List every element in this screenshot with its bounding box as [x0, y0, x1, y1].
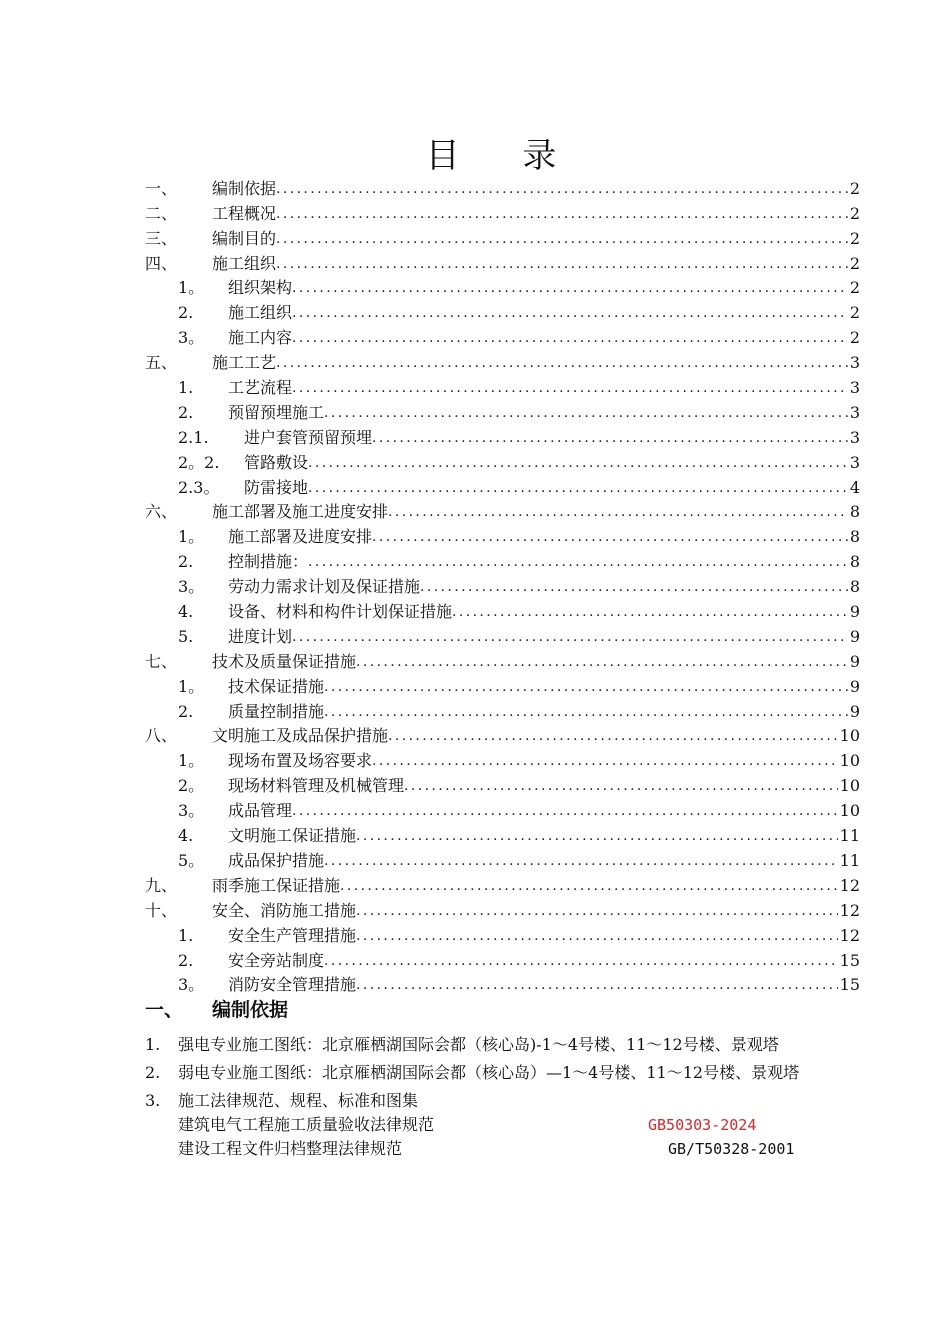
toc-entry-title: 消防安全管理措施 — [228, 975, 357, 995]
toc-entry-title: 安全旁站制度 — [228, 950, 325, 970]
standard-code: GB/T50328-2001 — [668, 1140, 795, 1158]
toc-page-number: 10 — [839, 726, 860, 746]
toc-leader-dots — [324, 701, 848, 723]
toc-leader-dots — [292, 302, 848, 324]
toc-page-number: 2 — [849, 228, 860, 248]
toc-entry-number: 4. — [178, 826, 194, 846]
toc-entry-title: 编制依据 — [212, 178, 277, 198]
toc-entry[interactable] — [145, 175, 860, 200]
toc-entry-number: 2. — [178, 552, 194, 572]
toc-entry[interactable] — [145, 598, 860, 623]
toc-page-number: 9 — [849, 676, 860, 696]
toc-page-number: 15 — [839, 950, 860, 970]
toc-leader-dots — [340, 875, 838, 897]
basis-list — [145, 1034, 865, 1160]
toc-page-number: 2 — [849, 328, 860, 348]
toc-entry-number: 2.3。 — [178, 477, 220, 497]
toc-entry[interactable] — [145, 698, 860, 723]
toc-entry-title: 现场布置及场容要求 — [228, 751, 373, 771]
standard-name: 建筑电气工程施工质量验收法律规范 — [178, 1115, 435, 1134]
toc-page-number: 2 — [849, 203, 860, 223]
toc-entry-title: 雨季施工保证措施 — [212, 875, 341, 895]
toc-entry-title: 文明施工及成品保护措施 — [212, 726, 389, 746]
toc-entry-title: 劳动力需求计划及保证措施 — [228, 577, 421, 597]
basis-item — [145, 1062, 865, 1084]
toc-leader-dots — [308, 477, 848, 499]
toc-leader-dots — [404, 775, 838, 797]
toc-entry[interactable] — [145, 275, 860, 300]
toc-page-number: 15 — [839, 975, 860, 995]
toc-entry[interactable] — [145, 200, 860, 225]
toc-entry[interactable] — [145, 324, 860, 349]
toc-entry-title: 成品保护措施 — [228, 850, 325, 870]
toc-page-number: 2 — [849, 178, 860, 198]
toc-page-number: 10 — [839, 751, 860, 771]
toc-entry-title: 技术及质量保证措施 — [212, 651, 357, 671]
toc-leader-dots — [452, 601, 848, 623]
toc-entry[interactable] — [145, 523, 860, 548]
toc-entry-title: 预留预埋施工 — [228, 402, 325, 422]
toc-page-number: 11 — [839, 826, 860, 846]
toc-entry-number: 3。 — [178, 975, 205, 995]
toc-entry-number: 5. — [178, 626, 194, 646]
toc-entry-number: 2。 — [178, 776, 205, 796]
toc-page-number: 12 — [839, 925, 860, 945]
toc-entry-number: 2. — [178, 303, 194, 323]
toc-leader-dots — [356, 925, 838, 947]
toc-entry-number: 3。 — [178, 577, 205, 597]
toc-entry-number: 2. — [178, 701, 194, 721]
toc-leader-dots — [356, 974, 838, 996]
toc-page-number: 9 — [849, 651, 860, 671]
toc-entry-number: 九、 — [145, 875, 178, 895]
toc-entry-number: 二、 — [145, 203, 178, 223]
toc-entry-number: 四、 — [145, 253, 178, 273]
toc-entry[interactable] — [145, 648, 860, 673]
toc-page-number: 8 — [849, 527, 860, 547]
toc-entry-number: 八、 — [145, 726, 178, 746]
section-heading — [145, 995, 288, 1022]
toc-entry[interactable] — [145, 449, 860, 474]
toc-entry-title: 施工内容 — [228, 328, 293, 348]
toc-entry-title: 施工部署及施工进度安排 — [212, 502, 389, 522]
toc-entry[interactable] — [145, 349, 860, 374]
standard-row — [178, 1136, 865, 1160]
toc-entry-title: 进户套管预留预埋 — [244, 427, 373, 447]
toc-leader-dots — [420, 576, 848, 598]
toc-entry-title: 编制目的 — [212, 228, 277, 248]
toc-leader-dots — [324, 950, 838, 972]
toc-leader-dots — [292, 800, 838, 822]
toc-entry-title: 安全、消防施工措施 — [212, 900, 357, 920]
toc-page-number: 3 — [849, 353, 860, 373]
toc-leader-dots — [356, 825, 838, 847]
toc-leader-dots — [276, 228, 848, 250]
toc-entry-title: 安全生产管理措施 — [228, 925, 357, 945]
toc-page-number: 8 — [849, 502, 860, 522]
toc-leader-dots — [356, 651, 848, 673]
toc-page-number: 8 — [849, 552, 860, 572]
toc-entry-number: 三、 — [145, 228, 178, 248]
toc-leader-dots — [372, 427, 848, 449]
toc-page-number: 9 — [849, 602, 860, 622]
toc-entry-number: 七、 — [145, 651, 178, 671]
basis-item-text: 强电专业施工图纸：北京雁栖湖国际会都（核心岛)-1～4号楼、11～12号楼、景观塔 — [178, 1035, 779, 1054]
standard-name: 建设工程文件归档整理法律规范 — [178, 1139, 403, 1158]
toc-entry[interactable] — [145, 847, 860, 872]
toc-title: 目 录 — [425, 136, 583, 176]
toc-leader-dots — [388, 725, 838, 747]
toc-entry[interactable] — [145, 772, 860, 797]
toc-entry-title: 控制措施： — [228, 552, 309, 572]
section-number: 一、 — [145, 999, 184, 1021]
toc-entry-title: 进度计划 — [228, 626, 293, 646]
toc-entry-number: 一、 — [145, 178, 178, 198]
toc-entry[interactable] — [145, 374, 860, 399]
toc-page-number: 2 — [849, 253, 860, 273]
toc-leader-dots — [308, 452, 848, 474]
toc-entry-title: 设备、材料和构件计划保证措施 — [228, 602, 453, 622]
toc-entry-title: 质量控制措施 — [228, 701, 325, 721]
table-of-contents — [145, 175, 860, 996]
toc-entry[interactable] — [145, 723, 860, 748]
toc-entry-number: 5。 — [178, 850, 205, 870]
toc-entry[interactable] — [145, 299, 860, 324]
toc-entry[interactable] — [145, 747, 860, 772]
toc-entry[interactable] — [145, 250, 860, 275]
toc-entry-title: 工艺流程 — [228, 378, 293, 398]
toc-page-number: 3 — [849, 378, 860, 398]
basis-item — [145, 1034, 865, 1056]
toc-entry-number: 六、 — [145, 502, 178, 522]
toc-entry-number: 1. — [178, 378, 194, 398]
toc-leader-dots — [276, 178, 848, 200]
toc-page-number: 12 — [839, 875, 860, 895]
toc-leader-dots — [372, 750, 838, 772]
toc-page-number: 11 — [839, 850, 860, 870]
toc-leader-dots — [276, 352, 848, 374]
toc-page-number: 3 — [849, 402, 860, 422]
toc-leader-dots — [292, 277, 848, 299]
toc-entry[interactable] — [145, 499, 860, 524]
toc-entry[interactable] — [145, 822, 860, 847]
toc-entry[interactable] — [145, 972, 860, 997]
basis-item-number: 2. — [145, 1063, 161, 1082]
toc-leader-dots — [276, 253, 848, 275]
basis-item-number: 3. — [145, 1091, 161, 1110]
toc-entry-title: 组织架构 — [228, 278, 293, 298]
toc-page-number: 9 — [849, 626, 860, 646]
toc-entry[interactable] — [145, 897, 860, 922]
toc-page-number: 12 — [839, 900, 860, 920]
toc-entry-number: 4. — [178, 602, 194, 622]
toc-entry-number: 十、 — [145, 900, 178, 920]
toc-entry[interactable] — [145, 399, 860, 424]
toc-entry-number: 2. — [178, 950, 194, 970]
toc-leader-dots — [292, 626, 848, 648]
toc-entry[interactable] — [145, 947, 860, 972]
toc-entry[interactable] — [145, 424, 860, 449]
toc-entry[interactable] — [145, 623, 860, 648]
basis-item-text: 施工法律规范、规程、标准和图集 — [178, 1091, 419, 1110]
toc-entry-title: 施工部署及进度安排 — [228, 527, 373, 547]
toc-leader-dots — [356, 900, 838, 922]
toc-entry-number: 1。 — [178, 278, 205, 298]
toc-entry-number: 1。 — [178, 527, 205, 547]
toc-entry-title: 施工组织 — [228, 303, 293, 323]
standard-row — [178, 1112, 865, 1136]
toc-entry-number: 2. — [178, 402, 194, 422]
toc-entry-title: 成品管理 — [228, 801, 293, 821]
toc-entry[interactable] — [145, 673, 860, 698]
toc-leader-dots — [324, 402, 848, 424]
basis-item-text: 弱电专业施工图纸：北京雁栖湖国际会都（核心岛）—1～4号楼、11～12号楼、景观塔 — [178, 1063, 800, 1082]
toc-entry-title: 文明施工保证措施 — [228, 826, 357, 846]
toc-page-number: 8 — [849, 577, 860, 597]
toc-entry[interactable] — [145, 474, 860, 499]
toc-leader-dots — [308, 551, 848, 573]
toc-leader-dots — [276, 203, 848, 225]
toc-entry[interactable] — [145, 797, 860, 822]
section-title: 编制依据 — [212, 999, 289, 1021]
toc-leader-dots — [292, 327, 848, 349]
toc-page-number: 2 — [849, 303, 860, 323]
toc-entry[interactable] — [145, 548, 860, 573]
toc-page-number: 4 — [849, 477, 860, 497]
toc-leader-dots — [324, 850, 838, 872]
toc-entry-number: 1. — [178, 925, 194, 945]
toc-page-number: 3 — [849, 427, 860, 447]
toc-page-number: 2 — [849, 278, 860, 298]
toc-entry[interactable] — [145, 922, 860, 947]
standard-code: GB50303-2024 — [648, 1116, 757, 1134]
toc-leader-dots — [372, 526, 848, 548]
toc-entry-title: 施工工艺 — [212, 353, 277, 373]
toc-entry[interactable] — [145, 225, 860, 250]
toc-entry-title: 技术保证措施 — [228, 676, 325, 696]
toc-entry-title: 管路敷设 — [244, 452, 309, 472]
toc-entry-title: 现场材料管理及机械管理 — [228, 776, 405, 796]
toc-entry-title: 防雷接地 — [244, 477, 309, 497]
toc-page-number: 9 — [849, 701, 860, 721]
toc-entry[interactable] — [145, 872, 860, 897]
toc-entry-number: 五、 — [145, 353, 178, 373]
toc-leader-dots — [324, 676, 848, 698]
toc-page-number: 10 — [839, 801, 860, 821]
toc-entry-number: 1。 — [178, 751, 205, 771]
toc-entry[interactable] — [145, 573, 860, 598]
basis-item-number: 1. — [145, 1035, 161, 1054]
toc-entry-number: 3。 — [178, 801, 205, 821]
toc-page-number: 3 — [849, 452, 860, 472]
toc-entry-number: 2.1. — [178, 427, 209, 447]
toc-leader-dots — [292, 377, 848, 399]
toc-page-number: 10 — [839, 776, 860, 796]
toc-leader-dots — [388, 501, 848, 523]
toc-entry-title: 工程概况 — [212, 203, 277, 223]
toc-entry-number: 2。2. — [178, 452, 220, 472]
basis-item — [145, 1090, 865, 1112]
toc-entry-number: 1。 — [178, 676, 205, 696]
toc-entry-number: 3。 — [178, 328, 205, 348]
toc-entry-title: 施工组织 — [212, 253, 277, 273]
